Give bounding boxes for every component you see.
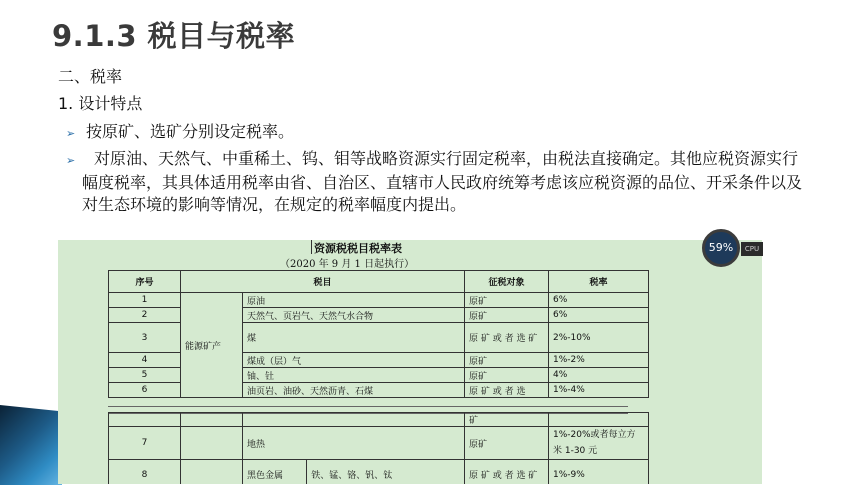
table-header-row — [109, 271, 649, 293]
row-no: 6 — [109, 383, 181, 398]
row-object: 原 矿 或 者 选 矿 — [465, 460, 549, 485]
row-object: 原矿 — [465, 353, 549, 368]
row-category — [181, 427, 243, 460]
table-row — [109, 293, 649, 308]
row-object: 原 矿 或 者 选 矿 — [465, 323, 549, 353]
row-object: 原矿 — [465, 427, 549, 460]
row-item — [243, 413, 465, 427]
table-row — [109, 460, 649, 485]
table-row — [109, 413, 649, 427]
row-item: 煤成（层）气 — [243, 353, 465, 368]
row-object: 原矿 — [465, 368, 549, 383]
row-no: 3 — [109, 323, 181, 353]
row-object: 矿 — [465, 413, 549, 427]
bullet-item-1 — [66, 119, 294, 142]
row-rate: 1%-9% — [549, 460, 649, 485]
row-no: 4 — [109, 353, 181, 368]
row-rate: 6% — [549, 308, 649, 323]
row-rate: 1%-2% — [549, 353, 649, 368]
bullet-arrow-icon: ➢ — [66, 154, 76, 167]
row-no: 2 — [109, 308, 181, 323]
row-rate: 2%-10% — [549, 323, 649, 353]
header-item: 税目 — [181, 271, 465, 293]
row-category — [181, 413, 243, 427]
row-rate: 1%-20%或者每立方米 1-30 元 — [549, 427, 649, 460]
row-object: 原矿 — [465, 293, 549, 308]
row-item: 铀、钍 — [243, 368, 465, 383]
row-no: 1 — [109, 293, 181, 308]
row-category: 能源矿产 — [181, 293, 243, 398]
row-rate: 1%-4% — [549, 383, 649, 398]
row-rate: 6% — [549, 293, 649, 308]
row-object: 原 矿 或 者 选 — [465, 383, 549, 398]
bullet-item-2 — [66, 148, 812, 216]
header-no: 序号 — [109, 271, 181, 293]
tax-rate-table — [108, 270, 649, 398]
row-no: 7 — [109, 427, 181, 460]
bullet-text-2: 对原油、天然气、中重稀土、钨、钼等战略资源实行固定税率，由税法直接确定。其他应税资源实行幅度税率，其具体适用税率由省、自治区、直辖市人民政府统筹考虑该应税资源的品位、开采条件以及对生态环境的影响等情况，在规定的税率幅度内提出。 — [82, 149, 803, 214]
row-item: 原油 — [243, 293, 465, 308]
table-row — [109, 427, 649, 460]
embedded-document — [58, 240, 762, 484]
header-object: 征税对象 — [465, 271, 549, 293]
header-rate: 税率 — [549, 271, 649, 293]
subsection-heading: 1. 设计特点 — [58, 94, 143, 113]
row-item: 煤 — [243, 323, 465, 353]
row-no: 8 — [109, 460, 181, 485]
cpu-usage-widget[interactable]: 59% — [702, 229, 740, 267]
row-no: 5 — [109, 368, 181, 383]
row-item: 地热 — [243, 427, 465, 460]
row-no — [109, 413, 181, 427]
row-subcategory: 黑色金属 — [243, 460, 307, 485]
cpu-label: CPU — [741, 242, 763, 256]
doc-title: 资源税税目税率表 — [314, 242, 402, 255]
slide-title: 9.1.3 税目与税率 — [52, 19, 296, 53]
bullet-arrow-icon: ➢ — [66, 127, 76, 140]
row-category — [181, 460, 243, 485]
row-rate — [549, 413, 649, 427]
section-heading: 二、税率 — [58, 67, 123, 86]
row-rate: 4% — [549, 368, 649, 383]
doc-subtitle: （2020 年 9 月 1 日起执行） — [280, 259, 415, 270]
row-item: 天然气、页岩气、天然气水合物 — [243, 308, 465, 323]
row-item: 油页岩、油砂、天然沥青、石煤 — [243, 383, 465, 398]
row-object: 原矿 — [465, 308, 549, 323]
row-item: 铁、锰、铬、钒、钛 — [307, 460, 465, 485]
decorative-corner-shape — [0, 405, 62, 485]
tax-rate-table-continued — [108, 412, 649, 484]
bullet-text-1: 按原矿、选矿分别设定税率。 — [86, 122, 295, 141]
